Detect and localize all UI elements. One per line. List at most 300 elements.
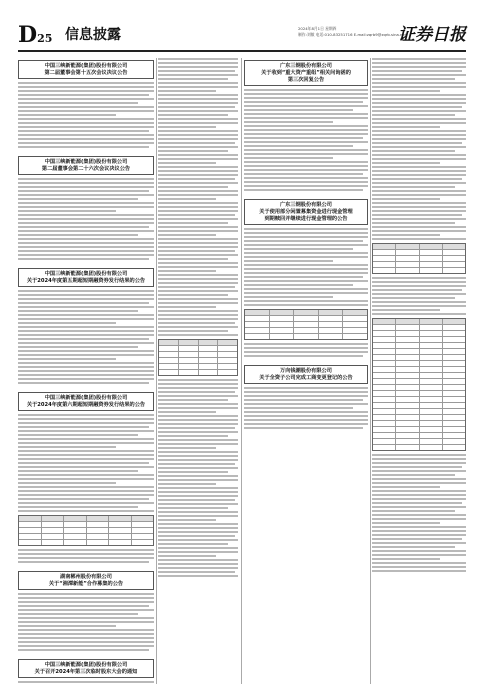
table-cell [109, 522, 132, 527]
text-line [372, 462, 466, 464]
text-line [18, 370, 154, 372]
text-line [244, 105, 368, 107]
text-line [18, 593, 154, 595]
text-line [18, 90, 154, 92]
text-line [158, 306, 216, 308]
text-line [244, 153, 368, 155]
text-line [158, 86, 238, 88]
table-cell [443, 421, 465, 426]
text-line [18, 382, 149, 384]
text-line [18, 98, 154, 100]
text-line [18, 86, 154, 88]
text-line [372, 158, 466, 160]
table-cell [294, 310, 319, 315]
announcement-title-line: 湖南郴州股份有限公司 [60, 574, 112, 580]
text-line [18, 94, 149, 96]
text-line [158, 463, 235, 465]
text-line [372, 110, 466, 112]
text-line [372, 285, 466, 287]
text-line [244, 89, 368, 91]
text-line [18, 194, 154, 196]
text-line [18, 498, 149, 500]
table-cell [396, 427, 419, 432]
text-line [18, 314, 154, 316]
text-line [372, 514, 466, 516]
text-line [158, 575, 238, 577]
text-line [158, 519, 216, 521]
text-line [18, 426, 149, 428]
text-line [244, 145, 353, 147]
table-cell [373, 385, 396, 390]
announcement-title-line: 关于收到“重大资产重组”相关问询函的 [261, 70, 351, 76]
column-divider [370, 58, 371, 684]
table-cell [132, 534, 154, 539]
text-line [372, 174, 466, 176]
table-cell [373, 415, 396, 420]
text-line [158, 182, 238, 184]
text-line [372, 130, 466, 132]
text-line [372, 301, 466, 303]
announcement-title-line: 中国三峡新能源(集团)股份有限公司 [44, 662, 128, 668]
text-line [18, 490, 154, 492]
announcement-title-line: 广东三钢股份有限公司 [280, 63, 332, 69]
text-line [158, 190, 238, 192]
text-line [158, 507, 228, 509]
text-line [158, 499, 235, 501]
table-cell [132, 528, 154, 533]
text-line [18, 649, 149, 651]
text-line [244, 411, 368, 413]
text-line [372, 522, 440, 524]
masthead-meta [298, 26, 406, 38]
text-line [158, 539, 238, 541]
table-cell [443, 349, 465, 354]
text-line [158, 290, 238, 292]
announcement-title-box [18, 156, 154, 175]
announcement-title-line: 第二届董事会第二十六次会议决议公告 [41, 166, 131, 172]
text-line [18, 450, 154, 452]
text-line [244, 403, 368, 405]
table-cell [443, 262, 465, 267]
table-cell [373, 268, 396, 273]
text-line [244, 280, 368, 282]
text-line [244, 228, 368, 230]
text-line [372, 142, 462, 144]
text-line [244, 161, 368, 163]
text-line [372, 538, 462, 540]
text-line [18, 302, 149, 304]
table-cell [420, 268, 443, 273]
table-cell [218, 358, 237, 363]
table-row [373, 268, 465, 273]
announcement-title-line: 广东三钢股份有限公司 [280, 202, 332, 208]
text-line [158, 547, 238, 549]
text-line [372, 210, 466, 212]
table-cell [396, 379, 419, 384]
table-cell [87, 528, 110, 533]
text-line [372, 206, 466, 208]
text-line [244, 93, 368, 95]
text-line [158, 210, 238, 212]
text-line [372, 238, 466, 240]
table-cell [420, 367, 443, 372]
text-line [18, 645, 154, 647]
text-line [18, 186, 154, 188]
text-line [158, 82, 238, 84]
text-line [244, 415, 368, 417]
text-line [158, 98, 238, 100]
table-cell [199, 370, 219, 375]
text-line [18, 250, 154, 252]
text-line [372, 66, 466, 68]
table-cell [443, 361, 465, 366]
text-line [18, 681, 154, 683]
table-cell [159, 346, 179, 351]
data-table [372, 318, 466, 451]
text-line [158, 166, 238, 168]
text-line [18, 106, 154, 108]
text-line [244, 395, 368, 397]
text-line [158, 198, 216, 200]
text-line [372, 297, 455, 299]
table-cell [294, 334, 319, 339]
newspaper-logo: 证券日报 [398, 25, 466, 45]
table-cell [420, 325, 443, 330]
text-line [372, 474, 455, 476]
text-line [158, 170, 238, 172]
table-cell [373, 337, 396, 342]
table-cell [373, 250, 396, 255]
column-divider [156, 58, 157, 684]
table-cell [42, 516, 65, 521]
text-line [372, 126, 440, 128]
text-line [158, 403, 238, 405]
text-line [158, 130, 238, 132]
table-cell [396, 373, 419, 378]
text-line [18, 633, 154, 635]
table-cell [87, 516, 110, 521]
table-cell [420, 262, 443, 267]
table-cell [343, 310, 367, 315]
data-table [158, 339, 238, 376]
table-row [245, 334, 367, 339]
table-cell [373, 391, 396, 396]
text-line [158, 531, 238, 533]
text-line [158, 523, 238, 525]
text-line [18, 637, 154, 639]
table-cell [420, 445, 443, 450]
text-line [244, 117, 368, 119]
announcement [244, 58, 368, 191]
text-line [18, 102, 138, 104]
text-line [158, 110, 238, 112]
text-line [18, 242, 154, 244]
text-line [244, 169, 368, 171]
text-line [372, 506, 466, 508]
announcement-title-line: 中国三峡新能源(集团)股份有限公司 [44, 159, 128, 165]
column-2 [158, 58, 238, 684]
text-line [18, 214, 154, 216]
text-line [158, 567, 238, 569]
text-line [18, 138, 154, 140]
text-line [372, 178, 462, 180]
text-line [18, 466, 154, 468]
table-cell [64, 528, 87, 533]
text-line [18, 494, 154, 496]
text-line [158, 459, 238, 461]
table-cell [343, 334, 367, 339]
text-line [158, 270, 216, 272]
text-line [158, 174, 238, 176]
table-cell [396, 250, 419, 255]
text-line [158, 146, 238, 148]
table-cell [420, 349, 443, 354]
text-line [372, 534, 466, 536]
text-line [158, 379, 238, 381]
table-cell [420, 331, 443, 336]
table-cell [373, 262, 396, 267]
text-line [372, 78, 455, 80]
text-line [158, 391, 235, 393]
announcement [18, 390, 154, 563]
text-line [18, 474, 154, 476]
text-line [158, 118, 238, 120]
announcement-title-box [18, 268, 154, 287]
table-cell [396, 337, 419, 342]
text-line [158, 383, 238, 385]
table-cell [373, 427, 396, 432]
text-line [18, 142, 154, 144]
table-cell [179, 358, 199, 363]
text-line [18, 486, 154, 488]
table-cell [396, 415, 419, 420]
text-line [18, 322, 116, 324]
table-cell [64, 516, 87, 521]
table-cell [396, 433, 419, 438]
announcement-title-line: 关于2024年度第五期超短期融资券发行结果的公告 [26, 278, 146, 284]
text-line [18, 294, 154, 296]
text-line [244, 355, 363, 357]
text-line [372, 70, 462, 72]
text-line [18, 146, 149, 148]
text-line [158, 467, 238, 469]
text-line [18, 110, 154, 112]
text-line [158, 475, 238, 477]
text-line [158, 310, 238, 312]
table-cell [245, 316, 270, 321]
table-cell [373, 367, 396, 372]
text-line [18, 458, 154, 460]
table-cell [218, 364, 237, 369]
text-line [18, 254, 154, 256]
text-line [158, 298, 238, 300]
text-line [18, 605, 149, 607]
table-cell [420, 379, 443, 384]
table-cell [443, 343, 465, 348]
table-cell [443, 373, 465, 378]
table-cell [443, 391, 465, 396]
table-cell [199, 358, 219, 363]
text-line [18, 438, 154, 440]
text-line [372, 226, 466, 228]
text-line [372, 198, 440, 200]
table-cell [294, 316, 319, 321]
table-cell [396, 409, 419, 414]
table-cell [199, 346, 219, 351]
text-line [244, 419, 368, 421]
text-line [18, 246, 154, 248]
text-line [158, 415, 238, 417]
table-cell [373, 421, 396, 426]
text-line [372, 305, 466, 307]
text-line [244, 399, 363, 401]
text-line [372, 313, 466, 315]
table-cell [420, 439, 443, 444]
text-line [244, 304, 368, 306]
table-cell [373, 355, 396, 360]
text-line [244, 185, 368, 187]
text-line [372, 550, 466, 552]
text-line [18, 454, 154, 456]
table-cell [109, 540, 132, 545]
table-cell [396, 343, 419, 348]
text-line [244, 296, 333, 298]
text-line [18, 178, 154, 180]
announcement-title-line: 到期赎回并继续进行现金管理的公告 [264, 216, 348, 222]
text-line [372, 90, 440, 92]
announcement-title-line: 关于“湘潭新能”合作募集的公告 [48, 581, 124, 587]
table-cell [132, 516, 154, 521]
text-line [158, 407, 238, 409]
text-line [158, 491, 238, 493]
table-cell [396, 256, 419, 261]
table-cell [396, 403, 419, 408]
table-cell [443, 415, 465, 420]
text-line [372, 118, 466, 120]
text-line [158, 242, 238, 244]
text-line [372, 194, 466, 196]
text-line [18, 506, 138, 508]
text-line [158, 162, 216, 164]
text-line [372, 190, 466, 192]
text-line [18, 597, 154, 599]
text-line [372, 478, 466, 480]
text-line [18, 613, 138, 615]
text-line [18, 470, 138, 472]
table-cell [343, 316, 367, 321]
text-line [372, 102, 466, 104]
table-cell [420, 415, 443, 420]
text-line [18, 502, 154, 504]
text-line [18, 130, 149, 132]
text-line [18, 462, 149, 464]
text-line [18, 482, 116, 484]
text-line [158, 238, 238, 240]
text-line [244, 288, 368, 290]
table-cell [420, 343, 443, 348]
text-line [158, 571, 235, 573]
text-line [158, 515, 238, 517]
text-line [158, 387, 238, 389]
text-line [158, 262, 238, 264]
text-line [244, 133, 368, 135]
page-number-digits: 25 [37, 32, 53, 45]
text-line [372, 510, 455, 512]
text-line [372, 289, 462, 291]
text-line [372, 281, 466, 283]
text-line [244, 407, 353, 409]
table-cell [343, 328, 367, 333]
table-cell [109, 534, 132, 539]
text-line [158, 202, 238, 204]
text-line [18, 118, 154, 120]
column-divider [241, 58, 242, 684]
text-line [244, 232, 368, 234]
table-row [19, 540, 153, 545]
text-line [18, 553, 154, 555]
text-line [372, 562, 466, 564]
text-line [372, 466, 462, 468]
text-line [372, 62, 466, 64]
text-line [244, 149, 368, 151]
text-line [244, 189, 363, 191]
text-line [158, 511, 238, 513]
text-line [158, 278, 238, 280]
text-line [158, 471, 228, 473]
masthead [18, 22, 466, 48]
table-cell [443, 409, 465, 414]
text-line [18, 442, 154, 444]
text-line [158, 246, 238, 248]
data-table [18, 515, 154, 546]
text-line [18, 478, 154, 480]
text-line [244, 101, 363, 103]
table-row [373, 445, 465, 450]
table-cell [373, 349, 396, 354]
table-cell [373, 331, 396, 336]
text-line [18, 122, 154, 124]
text-line [372, 230, 466, 232]
table-cell [19, 534, 42, 539]
text-line [158, 411, 216, 413]
text-line [372, 542, 466, 544]
text-line [244, 260, 333, 262]
text-line [244, 343, 368, 345]
text-line [158, 214, 235, 216]
text-line [158, 314, 238, 316]
text-line [18, 366, 154, 368]
text-line [244, 272, 368, 274]
table-cell [443, 331, 465, 336]
table-cell [420, 385, 443, 390]
text-line [244, 240, 363, 242]
text-line [372, 498, 466, 500]
table-cell [373, 244, 396, 249]
table-cell [199, 340, 219, 345]
table-cell [87, 540, 110, 545]
text-line [18, 326, 154, 328]
table-cell [218, 370, 237, 375]
text-line [18, 182, 154, 184]
table-cell [420, 421, 443, 426]
text-line [158, 427, 235, 429]
text-line [158, 126, 216, 128]
table-cell [373, 256, 396, 261]
text-line [158, 559, 238, 561]
text-line [158, 186, 228, 188]
table-cell [373, 439, 396, 444]
text-line [158, 74, 238, 76]
